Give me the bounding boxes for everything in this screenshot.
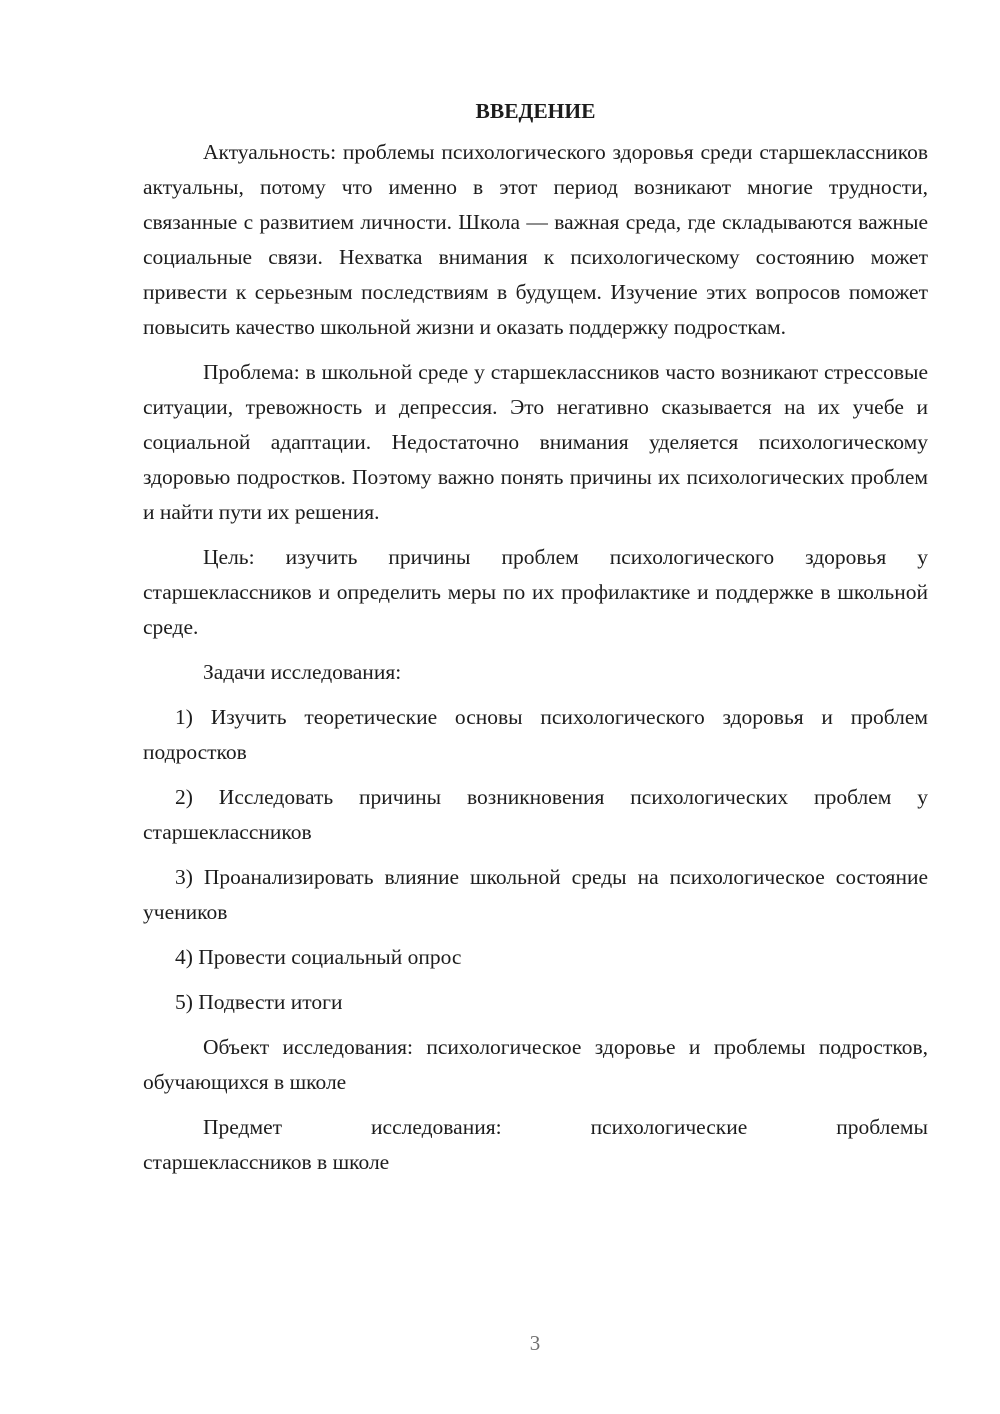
task-item-5: 5) Подвести итоги xyxy=(175,990,343,1014)
document-page xyxy=(143,94,928,1180)
subject-line-2: старшеклассников в школе xyxy=(143,1150,390,1174)
subject-line-1: Предмет исследования: психологические проблемы xyxy=(203,1115,928,1139)
task-item-2: 2) Исследовать причины возникновения психологических проблем у старшеклассников xyxy=(143,785,928,844)
section-title: ВВЕДЕНИЕ xyxy=(475,99,596,123)
goal-paragraph: Цель: изучить причины проблем психологического здоровья у старшеклассников и определить меры по их профилактике и поддержке в школьной среде. xyxy=(143,545,928,639)
object-paragraph: Объект исследования: психологическое здоровье и проблемы подростков, обучающихся в школе xyxy=(143,1035,928,1094)
page-number: 3 xyxy=(529,1331,541,1355)
tasks-heading: Задачи исследования: xyxy=(203,660,402,684)
task-item-1: 1) Изучить теоретические основы психологического здоровья и проблем подростков xyxy=(143,705,928,764)
problem-paragraph: Проблема: в школьной среде у старшеклассников часто возникают стрессовые ситуации, тревожность и депрессия. Это негативно сказывается на их учебе и социальной адаптации. Недостаточно внимания уделяется психологическому здоровью подростков. Поэтому важно понять причины их психологических проблем и найти пути их решения. xyxy=(143,360,928,524)
relevance-paragraph: Актуальность: проблемы психологического здоровья среди старшеклассников актуальны, потому что именно в этот период возникают многие трудности, связанные с развитием личности. Школа — важная среда, где складываются важные социальные связи. Нехватка внимания к психологическому состоянию может привести к серьезным последствиям в будущем. Изучение этих вопросов поможет повысить качество школьной жизни и оказать поддержку подросткам. xyxy=(143,140,928,339)
task-item-4: 4) Провести социальный опрос xyxy=(175,945,462,969)
task-item-3: 3) Проанализировать влияние школьной среды на психологическое состояние учеников xyxy=(143,865,928,924)
subject-paragraph xyxy=(143,1110,928,1180)
